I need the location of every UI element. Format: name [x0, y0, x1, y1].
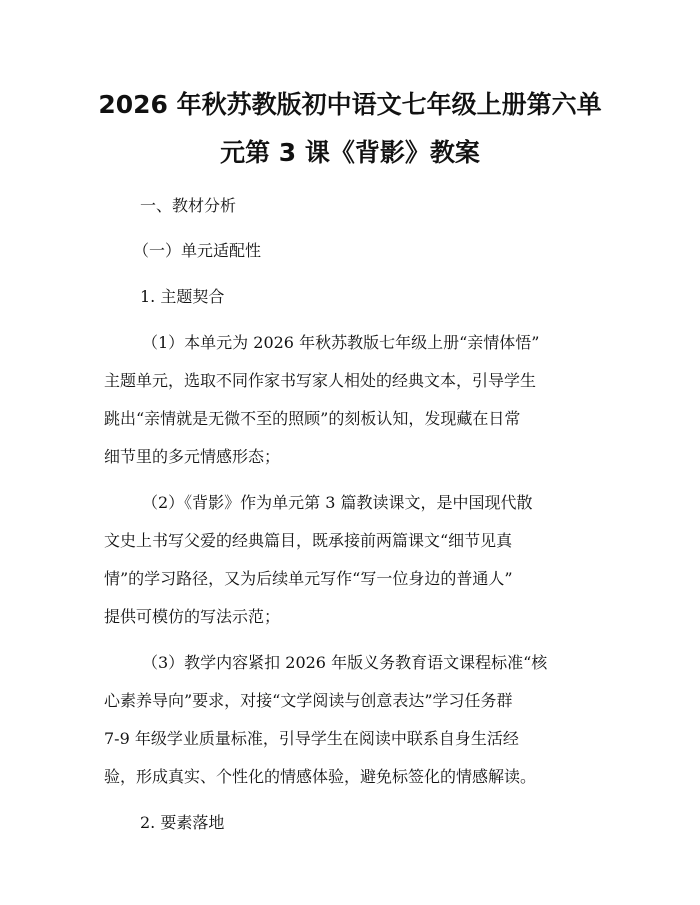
- paragraph-3-line-3: 7-9 年级学业质量标准，引导学生在阅读中联系自身生活经: [104, 729, 519, 748]
- paragraph-1-line-3: 跳出“亲情就是无微不至的照顾”的刻板认知，发现藏在日常: [104, 409, 521, 428]
- paragraph-1-line-2: 主题单元，选取不同作家书写家人相处的经典文本，引导学生: [104, 371, 537, 390]
- paragraph-2-line-1: （2）《背影》作为单元第 3 篇教读课文，是中国现代散: [142, 493, 533, 512]
- paragraph-1-line-1: （1）本单元为 2026 年秋苏教版七年级上册“亲情体悟”: [142, 333, 540, 352]
- item-heading-theme-fit: 1. 主题契合: [140, 287, 225, 306]
- paragraph-2-line-4: 提供可模仿的写法示范；: [104, 607, 281, 626]
- paragraph-3-line-2: 心素养导向”要求，对接“文学阅读与创意表达”学习任务群: [104, 691, 513, 710]
- item-heading-elements: 2. 要素落地: [140, 813, 225, 832]
- document-title-line-1: 2026 年秋苏教版初中语文七年级上册第六单: [98, 90, 602, 119]
- section-heading-textbook-analysis: 一、教材分析: [140, 196, 237, 215]
- paragraph-2-line-3: 情”的学习路径，又为后续单元写作“写一位身边的普通人”: [104, 569, 513, 588]
- subsection-heading-unit-fit: （一）单元适配性: [133, 241, 262, 260]
- paragraph-3-line-1: （3）教学内容紧扣 2026 年版义务教育语文课程标准“核: [142, 653, 548, 672]
- paragraph-3-line-4: 验，形成真实、个性化的情感体验，避免标签化的情感解读。: [104, 767, 537, 786]
- paragraph-1-line-4: 细节里的多元情感形态；: [104, 447, 281, 466]
- paragraph-2-line-2: 文史上书写父爱的经典篇目，既承接前两篇课文“细节见真: [104, 531, 513, 550]
- document-title-line-2: 元第 3 课《背影》教案: [220, 138, 480, 167]
